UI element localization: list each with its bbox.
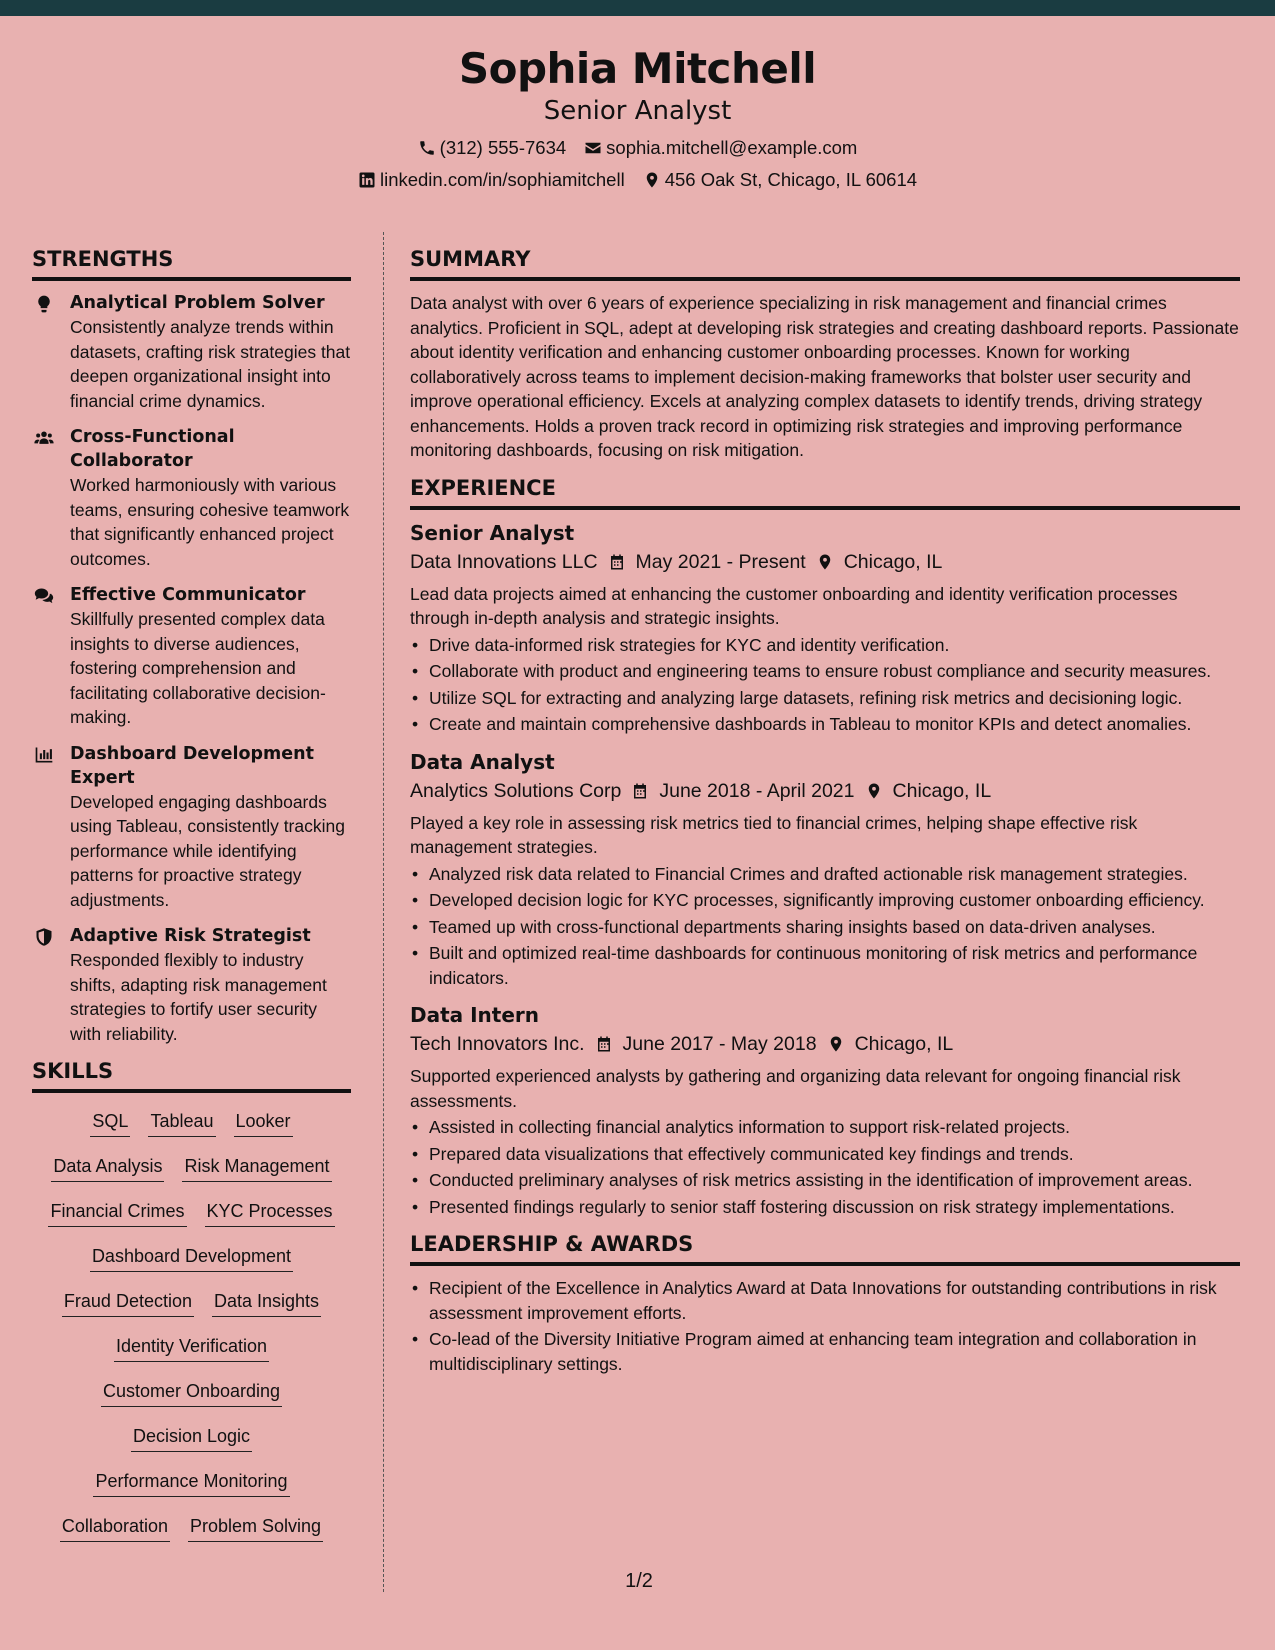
contact-row-secondary [0,168,1275,192]
address-contact [643,168,917,192]
job-dates: June 2017 - May 2018 [622,1033,817,1055]
strengths-section [32,246,351,1046]
skill-tag: Looker [234,1109,293,1137]
list-item: • Drive data-informed risk strategies for KYC and identity verification. [410,633,1240,658]
list-item: • Utilize SQL for extracting and analyzing large datasets, refining risk metrics and decisioning logic. [410,686,1240,711]
lightbulb-icon [32,291,70,413]
experience-heading: EXPERIENCE [410,475,1240,510]
calendar-icon [595,1034,613,1054]
job-title: Data Intern [410,1003,540,1027]
job-location: Chicago, IL [892,779,992,802]
skill-tag: Tableau [148,1109,215,1137]
job-bullets [410,1115,1240,1219]
job-bullets [410,633,1240,737]
strength-title: Cross-Functional Collaborator [70,427,235,471]
map-pin-icon [816,552,834,572]
phone-contact[interactable] [418,136,567,160]
skill-row [32,1424,351,1469]
page-number: 1/2 [625,1570,653,1592]
list-item: • Collaborate with product and engineering teams to ensure robust compliance and security measures. [410,659,1240,684]
strength-description: Responded flexibly to industry shifts, adapting risk management strategies to fortify user security with reliability. [70,950,327,1044]
list-item: • Teamed up with cross-functional departments sharing insights based on data-driven analyses. [410,915,1240,940]
job-dates: June 2018 - April 2021 [659,779,855,802]
strength-item [32,924,351,1046]
right-column [410,246,1240,1378]
strength-description: Worked harmoniously with various teams, ensuring cohesive teamwork that significantly enhanced project outcomes. [70,475,350,569]
job-title: Senior Analyst [410,520,575,545]
job-dates: May 2021 - Present [635,550,806,573]
strengths-heading: STRENGTHS [32,246,351,281]
skill-tag: Fraud Detection [62,1289,194,1317]
skill-row [32,1289,351,1334]
job-description: Lead data projects aimed at enhancing the customer onboarding and identity verification processes through in-depth analysis and strategic insights. [410,583,1178,628]
summary-heading: SUMMARY [410,246,1240,281]
skill-row [32,1334,351,1379]
strength-title: Effective Communicator [70,585,306,605]
skill-tag: Risk Management [182,1154,331,1182]
job-meta [410,548,1240,576]
linkedin-icon [358,171,376,189]
job-location: Chicago, IL [843,550,943,573]
strength-description: Skillfully presented complex data insights to diverse audiences, fostering comprehension and facilitating collaborative decision-making. [70,609,326,727]
email-contact[interactable] [584,136,857,160]
strength-description: Developed engaging dashboards using Tableau, consistently tracking performance while identifying patterns for proactive strategy adjustments. [70,791,345,910]
strength-title: Analytical Problem Solver [70,293,325,313]
skill-tag: Identity Verification [114,1334,269,1362]
job-entry [410,749,1240,991]
phone-text: (312) 555-7634 [439,137,567,158]
skill-tag: Performance Monitoring [93,1469,289,1497]
users-icon [32,425,70,571]
skill-row [32,1379,351,1424]
skill-row [32,1244,351,1289]
strength-item [32,425,351,571]
job-entry [410,520,1240,737]
skill-tag: Decision Logic [131,1424,252,1452]
skills-heading: SKILLS [32,1058,351,1093]
leadership-heading: LEADERSHIP & AWARDS [410,1231,1240,1266]
email-text: sophia.mitchell@example.com [606,137,858,158]
job-bullets [410,862,1240,991]
list-item: • Presented findings regularly to senior staff fostering discussion on risk strategy implementations. [410,1195,1240,1220]
skills-list [32,1109,351,1559]
skill-row [32,1469,351,1514]
envelope-icon [584,139,602,157]
candidate-name: Sophia Mitchell [458,44,817,93]
strength-title: Dashboard Development Expert [70,743,314,788]
list-item: • Conducted preliminary analyses of risk metrics assisting in the identification of improvement areas. [410,1168,1240,1193]
strength-title: Adaptive Risk Strategist [70,926,311,946]
phone-icon [418,139,436,157]
column-divider [383,232,384,1592]
strength-item [32,583,351,730]
calendar-icon [608,552,626,572]
skill-tag: Financial Crimes [48,1199,186,1227]
job-entry [410,1002,1240,1219]
job-meta [410,777,1240,805]
list-item: • Analyzed risk data related to Financial Crimes and drafted actionable risk management strategies. [410,862,1240,887]
strength-item [32,291,351,413]
company-name: Analytics Solutions Corp [410,779,622,802]
skill-row [32,1514,351,1559]
company-name: Tech Innovators Inc. [410,1033,585,1055]
summary-text: Data analyst with over 6 years of experience specializing in risk management and financial crimes analytics. Proficient in SQL, adept at developing risk strategies and creating dashboard reports. Passionate about identity verification and enhancing customer onboarding processes. Known for working collaboratively across teams to implement decision-making frameworks that bolster user security and improve operational efficiency. Excels at analyzing complex datasets to identify trends, driving strategy enhancements. Holds a proven track record in optimizing risk strategies and improving performance monitoring dashboards, focusing on risk mitigation. [410,293,1239,460]
skill-tag: Collaboration [60,1514,170,1542]
skill-tag: Dashboard Development [90,1244,293,1272]
resume-header [0,16,1275,204]
linkedin-contact[interactable] [358,168,625,192]
strength-item [32,742,351,913]
address-text: 456 Oak St, Chicago, IL 60614 [664,169,918,190]
skill-tag: Data Insights [212,1289,321,1317]
job-title: Data Analyst [410,749,555,774]
top-accent-bar [0,0,1275,16]
job-meta [410,1030,1240,1058]
leadership-bullets [410,1276,1240,1376]
list-item: • Create and maintain comprehensive dashboards in Tableau to monitor KPIs and detect anomalies. [410,712,1240,737]
job-description: Supported experienced analysts by gathering and organizing data relevant for ongoing financial risk assessments. [410,1066,1181,1111]
job-description: Played a key role in assessing risk metrics tied to financial crimes, helping shape effective risk management strategies. [410,812,1138,857]
leadership-section [410,1231,1240,1376]
strength-description: Consistently analyze trends within datasets, crafting risk strategies that deepen organizational insight into financial crime dynamics. [70,317,351,411]
list-item: • Built and optimized real-time dashboards for continuous monitoring of risk metrics and performance indicators. [410,941,1240,990]
skill-tag: Problem Solving [188,1514,323,1542]
calendar-icon [631,781,649,801]
list-item: • Assisted in collecting financial analytics information to support risk-related projects. [410,1115,1240,1140]
map-pin-icon [865,781,883,801]
comments-icon [32,583,70,730]
list-item: • Developed decision logic for KYC processes, significantly improving customer onboarding efficiency. [410,888,1240,913]
linkedin-text: linkedin.com/in/sophiamitchell [379,169,625,190]
map-pin-icon [827,1034,845,1054]
skill-row [32,1154,351,1199]
list-item: • Co-lead of the Diversity Initiative Program aimed at enhancing team integration and collaboration in multidisciplinary settings. [410,1327,1240,1376]
skills-section [32,1058,351,1559]
summary-section [410,246,1240,463]
job-location: Chicago, IL [854,1033,954,1055]
skill-row [32,1109,351,1154]
list-item: • Prepared data visualizations that effectively communicated key findings and trends. [410,1142,1240,1167]
skill-row [32,1199,351,1244]
experience-section [410,475,1240,1220]
list-item: • Recipient of the Excellence in Analytics Award at Data Innovations for outstanding contributions in risk assessment improvement efforts. [410,1276,1240,1325]
shield-icon [32,924,70,1046]
skill-tag: Customer Onboarding [101,1379,282,1407]
company-name: Data Innovations LLC [410,550,598,573]
skill-tag: SQL [90,1109,130,1137]
skill-tag: KYC Processes [205,1199,335,1227]
map-pin-icon [643,171,661,189]
chart-bar-icon [32,742,70,913]
left-column [32,246,351,1559]
candidate-title: Senior Analyst [543,96,732,126]
skill-tag: Data Analysis [51,1154,164,1182]
contact-row-primary [0,136,1275,160]
